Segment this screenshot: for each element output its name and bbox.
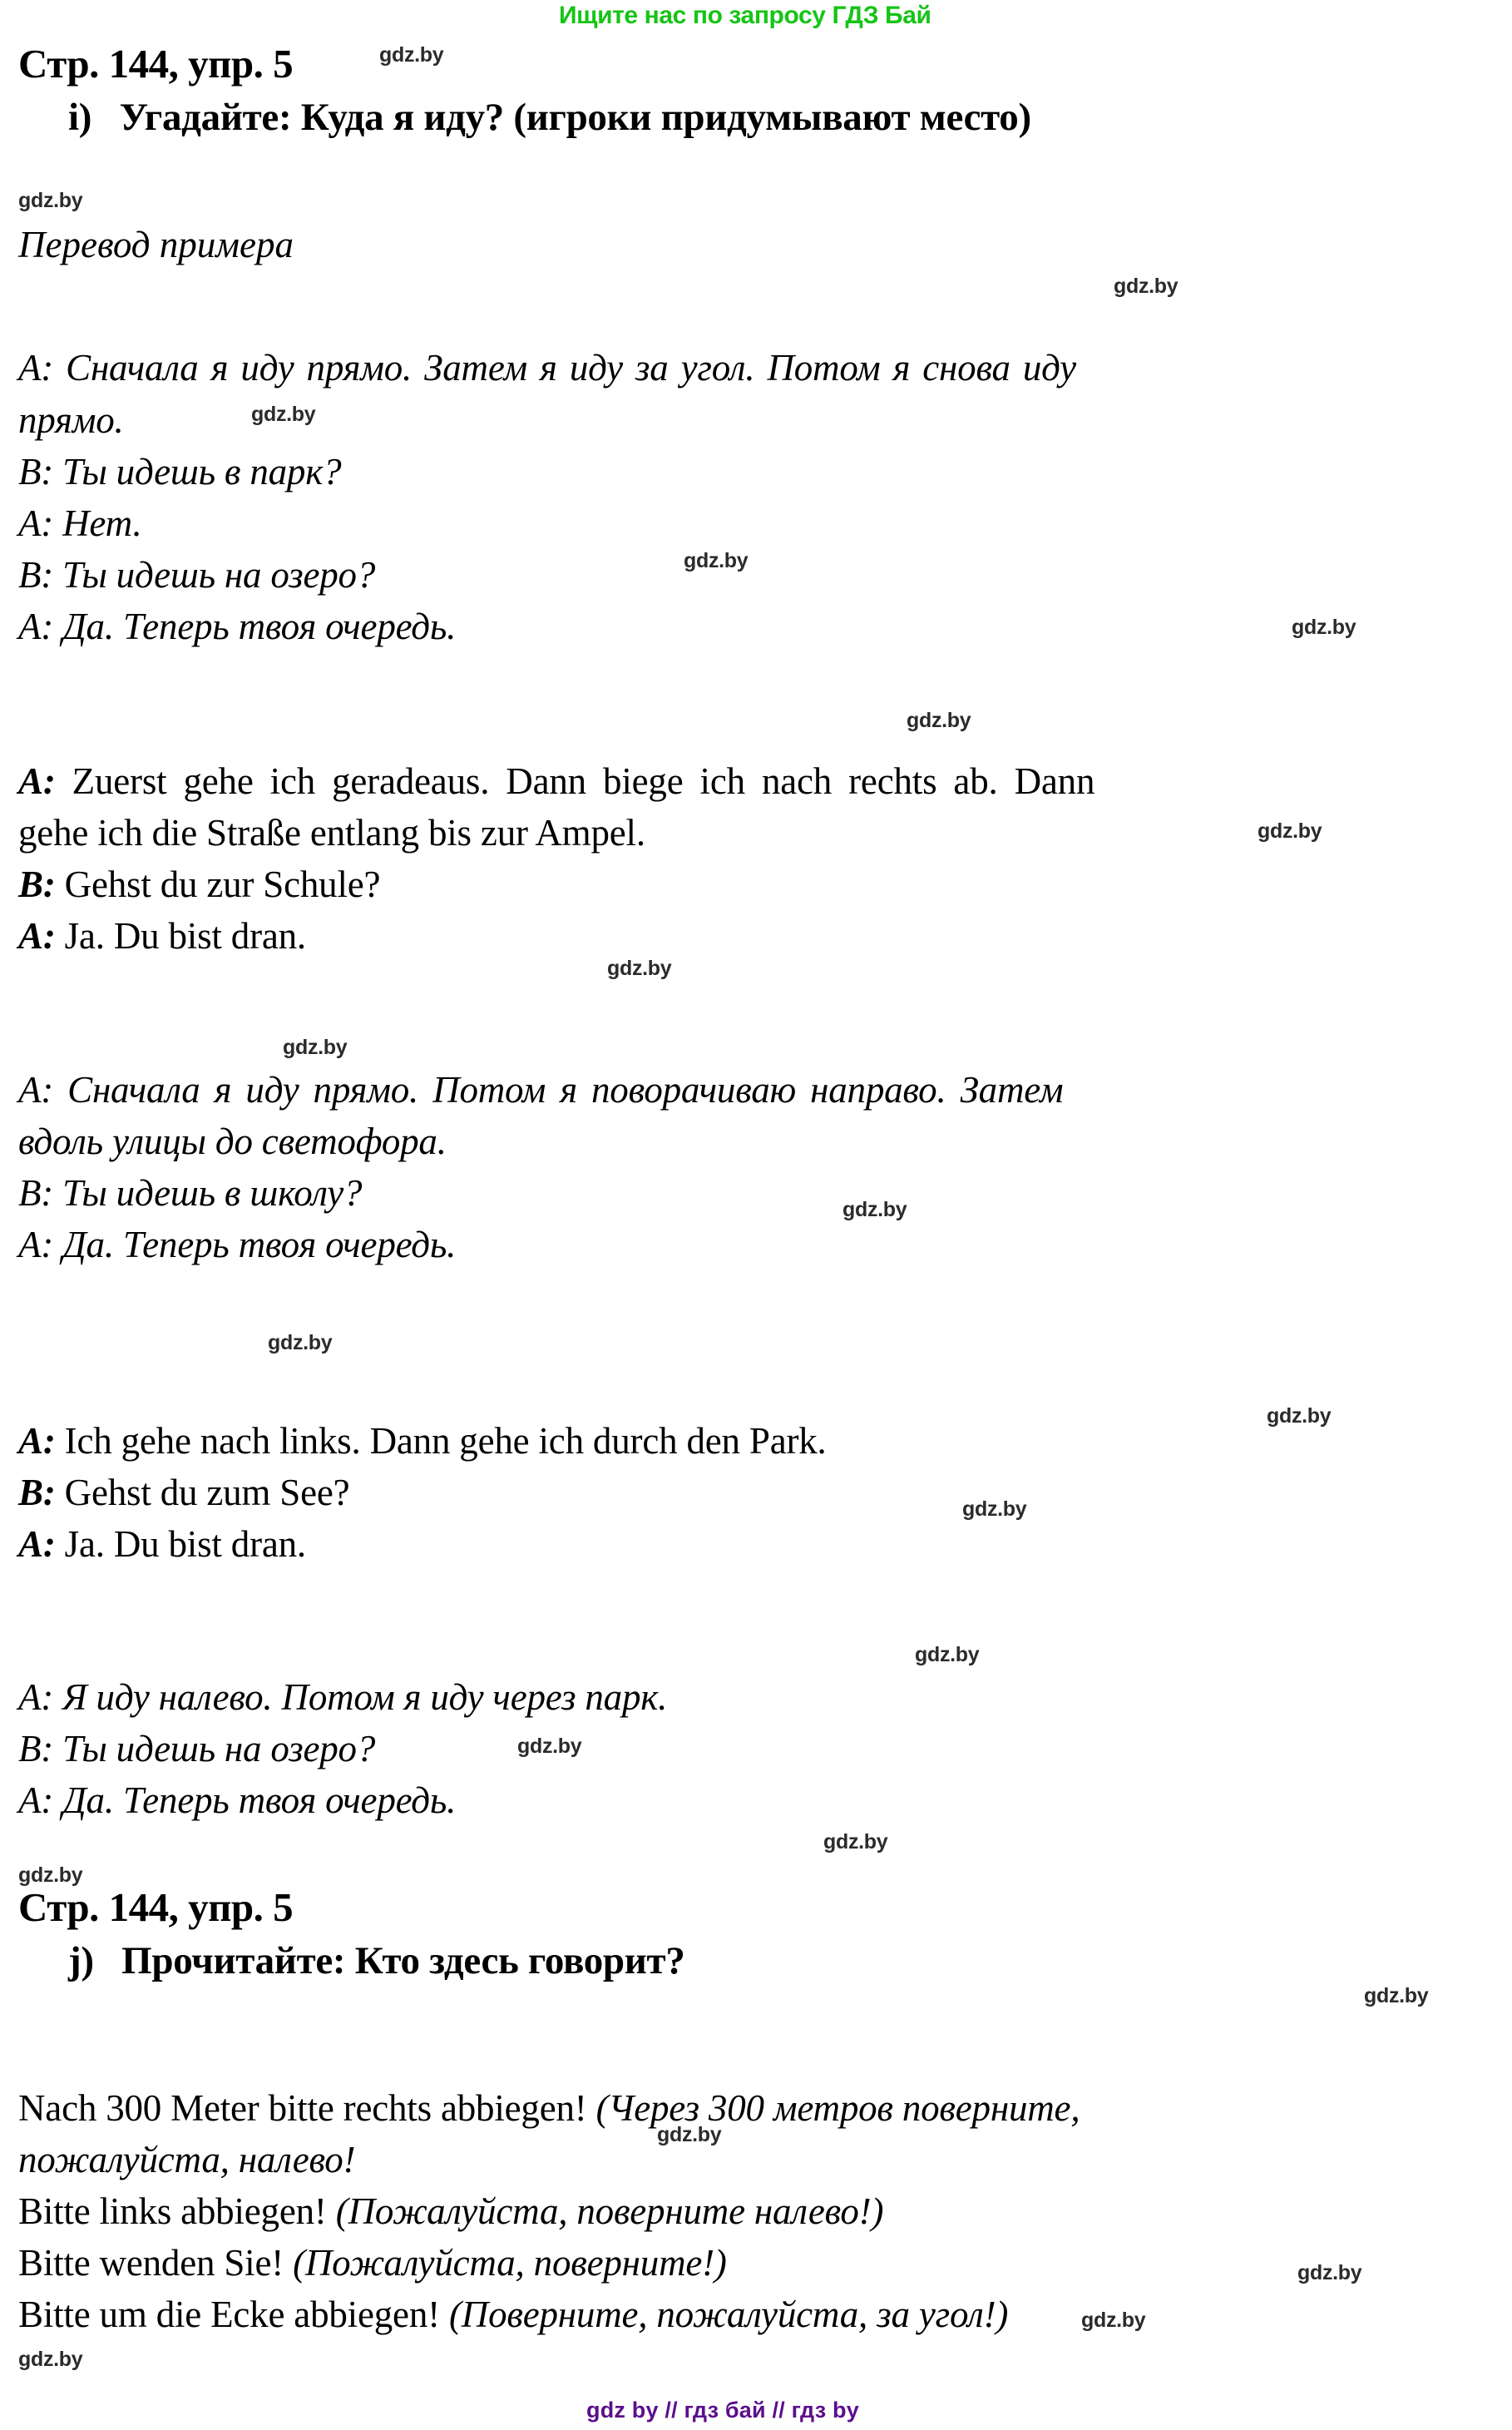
watermark-15: gdz.by	[517, 1735, 582, 1758]
watermark-20: gdz.by	[1297, 2261, 1362, 2284]
exercise-i-task	[68, 98, 1031, 137]
site-promo-banner: Ищите нас по запросу ГДЗ Бай	[559, 2, 931, 29]
dialog-de-1-text-1: gehe ich die Straße entlang bis zur Ampel.	[18, 812, 645, 854]
phrase-0-ru-line1: (Через 300 метров поверните,	[595, 2087, 1080, 2129]
phrase-3-ru: (Поверните, пожалуйста, за угол!)	[448, 2294, 1009, 2335]
phrase-3-line	[18, 2296, 1008, 2333]
dialog-ru-1-line-1: прямо.	[18, 399, 124, 441]
exercise-j-marker: j)	[68, 1939, 94, 1982]
dialog-ru-2-line-3: A: Да. Теперь твоя очередь.	[18, 1224, 457, 1265]
phrase-2-ru: (Пожалуйста, поверните!)	[293, 2242, 727, 2284]
watermark-0: gdz.by	[379, 43, 444, 67]
watermark-17: gdz.by	[18, 1863, 83, 1887]
watermark-7: gdz.by	[1258, 819, 1322, 843]
dialog-ru-1-line-0: A: Сначала я иду прямо. Затем я иду за угол. Потом я снова иду	[18, 347, 1076, 389]
exercise-i-marker: i)	[68, 96, 92, 139]
watermark-1: gdz.by	[18, 189, 83, 212]
dialog-ru-3-line-1: B: Ты идешь на озеро?	[18, 1728, 376, 1769]
watermark-2: gdz.by	[1114, 275, 1178, 298]
watermark-18: gdz.by	[1364, 1984, 1429, 2007]
dialog-de-1-speaker-0: A:	[18, 760, 56, 802]
phrase-2-de: Bitte wenden Sie!	[18, 2242, 284, 2284]
dialog-de-1-line-2	[18, 866, 380, 903]
dialog-de-1-text-0: Zuerst gehe ich geradeaus. Dann biege ich nach rechts ab. Dann	[72, 760, 1095, 802]
exercise-i-task-text: Угадайте: Куда я иду? (игроки придумывают место)	[119, 96, 1031, 139]
watermark-16: gdz.by	[823, 1830, 888, 1853]
dialog-de-1-speaker-2: B:	[18, 864, 56, 905]
phrase-3-de: Bitte um die Ecke abbiegen!	[18, 2294, 440, 2335]
dialog-ru-3-line-0: A: Я иду налево. Потом я иду через парк.	[18, 1676, 668, 1718]
watermark-19: gdz.by	[657, 2123, 722, 2146]
phrase-0-line-0	[18, 2087, 1080, 2129]
dialog-ru-1-line-4: B: Ты идешь на озеро?	[18, 554, 376, 596]
watermark-4: gdz.by	[251, 403, 316, 426]
watermark-8: gdz.by	[607, 957, 672, 980]
dialog-de-2-line-0	[18, 1420, 827, 1462]
dialog-de-2-line-2	[18, 1523, 306, 1565]
dialog-de-1-line-1	[18, 814, 645, 852]
dialog-ru-2-line-1: вдоль улицы до светофора.	[18, 1121, 447, 1162]
dialog-de-1-speaker-3: A:	[18, 915, 56, 957]
dialog-de-1-text-2: Gehst du zur Schule?	[64, 864, 381, 905]
dialog-de-1-line-3	[18, 915, 306, 957]
dialog-de-2-text-0: Ich gehe nach links. Dann gehe ich durch den Park.	[64, 1420, 827, 1462]
dialog-ru-2-line-2: B: Ты идешь в школу?	[18, 1172, 363, 1214]
dialog-ru-2-line-0: A: Сначала я иду прямо. Потом я поворачиваю направо. Затем	[18, 1069, 1064, 1111]
phrase-2-line	[18, 2244, 727, 2282]
watermark-6: gdz.by	[907, 709, 971, 732]
watermark-21: gdz.by	[1081, 2309, 1146, 2332]
dialog-ru-1-line-2: B: Ты идешь в парк?	[18, 451, 342, 492]
watermark-22: gdz.by	[18, 2348, 83, 2371]
dialog-ru-1-line-3: A: Нет.	[18, 502, 142, 544]
dialog-de-1-text-3: Ja. Du bist dran.	[64, 915, 306, 957]
exercise-j-task	[68, 1939, 685, 1982]
dialog-de-1-line-0	[18, 760, 1095, 802]
dialog-de-2-speaker-0: A:	[18, 1420, 56, 1462]
dialog-de-2-speaker-1: B:	[18, 1472, 56, 1513]
dialog-de-2-text-2: Ja. Du bist dran.	[64, 1523, 306, 1565]
exercise-j-page-ref: Стр. 144, упр. 5	[18, 1884, 294, 1930]
site-footer-banner: gdz by // гдз бай // гдз by	[586, 2398, 859, 2423]
phrase-1-line	[18, 2190, 884, 2232]
phrase-1-ru: (Пожалуйста, поверните налево!)	[335, 2190, 884, 2232]
dialog-de-2-text-1: Gehst du zum See?	[64, 1472, 350, 1513]
watermark-11: gdz.by	[268, 1331, 333, 1354]
dialog-de-2-speaker-2: A:	[18, 1523, 56, 1565]
phrase-1-de: Bitte links abbiegen!	[18, 2190, 327, 2232]
watermark-14: gdz.by	[915, 1643, 980, 1666]
watermark-9: gdz.by	[283, 1036, 348, 1059]
phrase-0-line-1: пожалуйста, налево!	[18, 2139, 356, 2180]
dialog-ru-1-line-5: A: Да. Теперь твоя очередь.	[18, 606, 457, 647]
dialog-ru-3-line-2: A: Да. Теперь твоя очередь.	[18, 1779, 457, 1821]
phrase-0-de: Nach 300 Meter bitte rechts abbiegen!	[18, 2087, 587, 2129]
watermark-3: gdz.by	[1292, 616, 1356, 639]
exercise-i-page-ref: Стр. 144, упр. 5	[18, 41, 294, 87]
watermark-5: gdz.by	[684, 549, 749, 572]
exercise-j-task-text: Прочитайте: Кто здесь говорит?	[121, 1939, 685, 1982]
watermark-13: gdz.by	[962, 1497, 1027, 1521]
watermark-12: gdz.by	[1267, 1404, 1332, 1428]
watermark-10: gdz.by	[842, 1198, 907, 1221]
translation-heading: Перевод примера	[18, 224, 294, 265]
dialog-de-2-line-1	[18, 1474, 349, 1512]
